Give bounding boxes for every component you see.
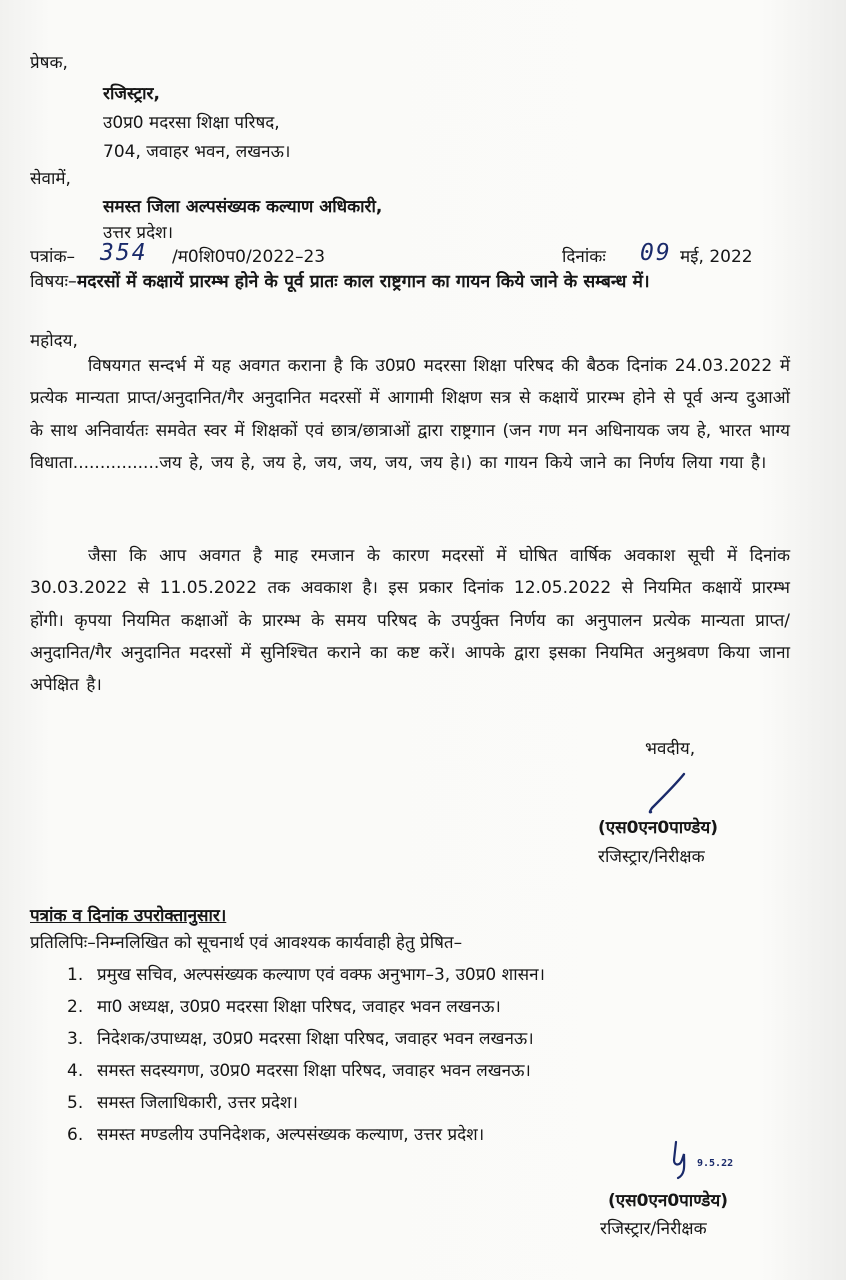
subject (30, 268, 800, 296)
sender-line1: उ0प्र0 मदरसा शिक्षा परिषद, (103, 113, 280, 133)
copy-list-item (67, 1124, 484, 1146)
copy-list-item (67, 1060, 531, 1082)
copy-item-text: प्रमुख सचिव, अल्पसंख्यक कल्याण एवं वक्फ अनुभाग–3, उ0प्र0 शासन। (97, 965, 545, 985)
copy-item-text: समस्त मण्डलीय उपनिदेशक, अल्पसंख्यक कल्याण, उत्तर प्रदेश। (97, 1125, 485, 1145)
recipient-label: सेवामें, (30, 169, 71, 189)
signatory-1-designation: रजिस्ट्रार/निरीक्षक (598, 847, 705, 867)
copy-item-number: 2. (67, 997, 84, 1017)
recipient-name: समस्त जिला अल्पसंख्यक कल्याण अधिकारी, (103, 197, 383, 217)
signatory-2-designation: रजिस्ट्रार/निरीक्षक (600, 1219, 707, 1239)
copy-list-item (67, 964, 545, 986)
copy-item-number: 6. (67, 1125, 84, 1145)
subject-text: मदरसों में कक्षायें प्रारम्भ होने के पूर्व प्रातः काल राष्ट्रगान का गायन किये जाने के सम्बन्ध में। (76, 272, 650, 292)
reference-suffix: /म0शि0प0/2022–23 (172, 247, 326, 267)
copy-item-number: 4. (67, 1061, 84, 1081)
copy-heading: पत्रांक व दिनांक उपरोक्तानुसार। (30, 906, 227, 926)
date-rest: मई, 2022 (680, 247, 753, 267)
copy-item-number: 3. (67, 1029, 84, 1049)
sender-label: प्रेषक, (30, 53, 68, 73)
copy-item-number: 5. (67, 1093, 84, 1113)
copy-list-item (67, 1028, 534, 1050)
signatory-2-name: (एस0एन0पाण्डेय) (608, 1191, 729, 1211)
copy-list-item (67, 996, 501, 1018)
copy-list-item (67, 1092, 298, 1114)
date-label: दिनांकः (562, 247, 606, 267)
copy-intro: प्रतिलिपिः–निम्नलिखित को सूचनार्थ एवं आवश्यक कार्यवाही हेतु प्रेषित– (30, 933, 463, 953)
subject-label: विषयः– (30, 272, 77, 292)
signature-2-date: 9.5.22 (697, 1158, 734, 1169)
copy-item-text: निदेशक/उपाध्यक्ष, उ0प्र0 मदरसा शिक्षा परिषद, जवाहर भवन लखनऊ। (97, 1029, 534, 1049)
salutation: महोदय, (30, 331, 78, 351)
sender-name: रजिस्ट्रार, (103, 84, 160, 104)
reference-number: 354 (100, 240, 148, 266)
reference-label: पत्रांक– (30, 247, 75, 267)
copy-item-text: समस्त जिलाधिकारी, उत्तर प्रदेश। (97, 1093, 298, 1113)
date-day: 09 (640, 240, 672, 266)
sender-line2: 704, जवाहर भवन, लखनऊ। (103, 142, 291, 162)
closing: भवदीय, (645, 739, 696, 759)
body-paragraph-2: जैसा कि आप अवगत है माह रमजान के कारण मदरसों में घोषित वार्षिक अवकाश सूची में दिनांक 30.03.2022 से 11.05.2022 तक अवकाश है। इस प्रकार दिनांक 12.05.2022 से नियमित कक्षायें प्रारम्भ होंगी। कृपया नियमित कक्षाओं के प्रारम्भ के समय परिषद के उपर्युक्त निर्णय का अनुपालन प्रत्येक मान्यता प्राप्त/अनुदानित/गैर अनुदानित मदरसों में सुनिश्चित कराने का कष्ट करें। आपके द्वारा इसका नियमित अनुश्रवण किया जाना अपेक्षित है। (30, 546, 790, 696)
copy-item-number: 1. (67, 965, 84, 985)
signatory-1-name: (एस0एन0पाण्डेय) (598, 818, 719, 838)
signature-1 (640, 768, 700, 818)
recipient-line1: उत्तर प्रदेश। (103, 223, 174, 243)
copy-item-text: समस्त सदस्यगण, उ0प्र0 मदरसा शिक्षा परिषद, जवाहर भवन लखनऊ। (97, 1061, 531, 1081)
copy-item-text: मा0 अध्यक्ष, उ0प्र0 मदरसा शिक्षा परिषद, जवाहर भवन लखनऊ। (97, 997, 501, 1017)
body-paragraph-1: विषयगत सन्दर्भ में यह अवगत कराना है कि उ0प्र0 मदरसा शिक्षा परिषद की बैठक दिनांक 24.03.2022 में प्रत्येक मान्यता प्राप्त/अनुदानित/गैर अनुदानित मदरसों में आगामी शिक्षण सत्र से कक्षायें प्रारम्भ होने से पूर्व अन्य दुआओं के साथ अनिवार्यतः समवेत स्वर में शिक्षकों एवं छात्र/छात्राओं द्वारा राष्ट्रगान (जन गण मन अधिनायक जय हे, भारत भाग्य विधाता................जय हे, जय हे, जय हे, जय, जय, जय, जय हे।) का गायन किये जाने का निर्णय लिया गया है। (30, 356, 790, 473)
